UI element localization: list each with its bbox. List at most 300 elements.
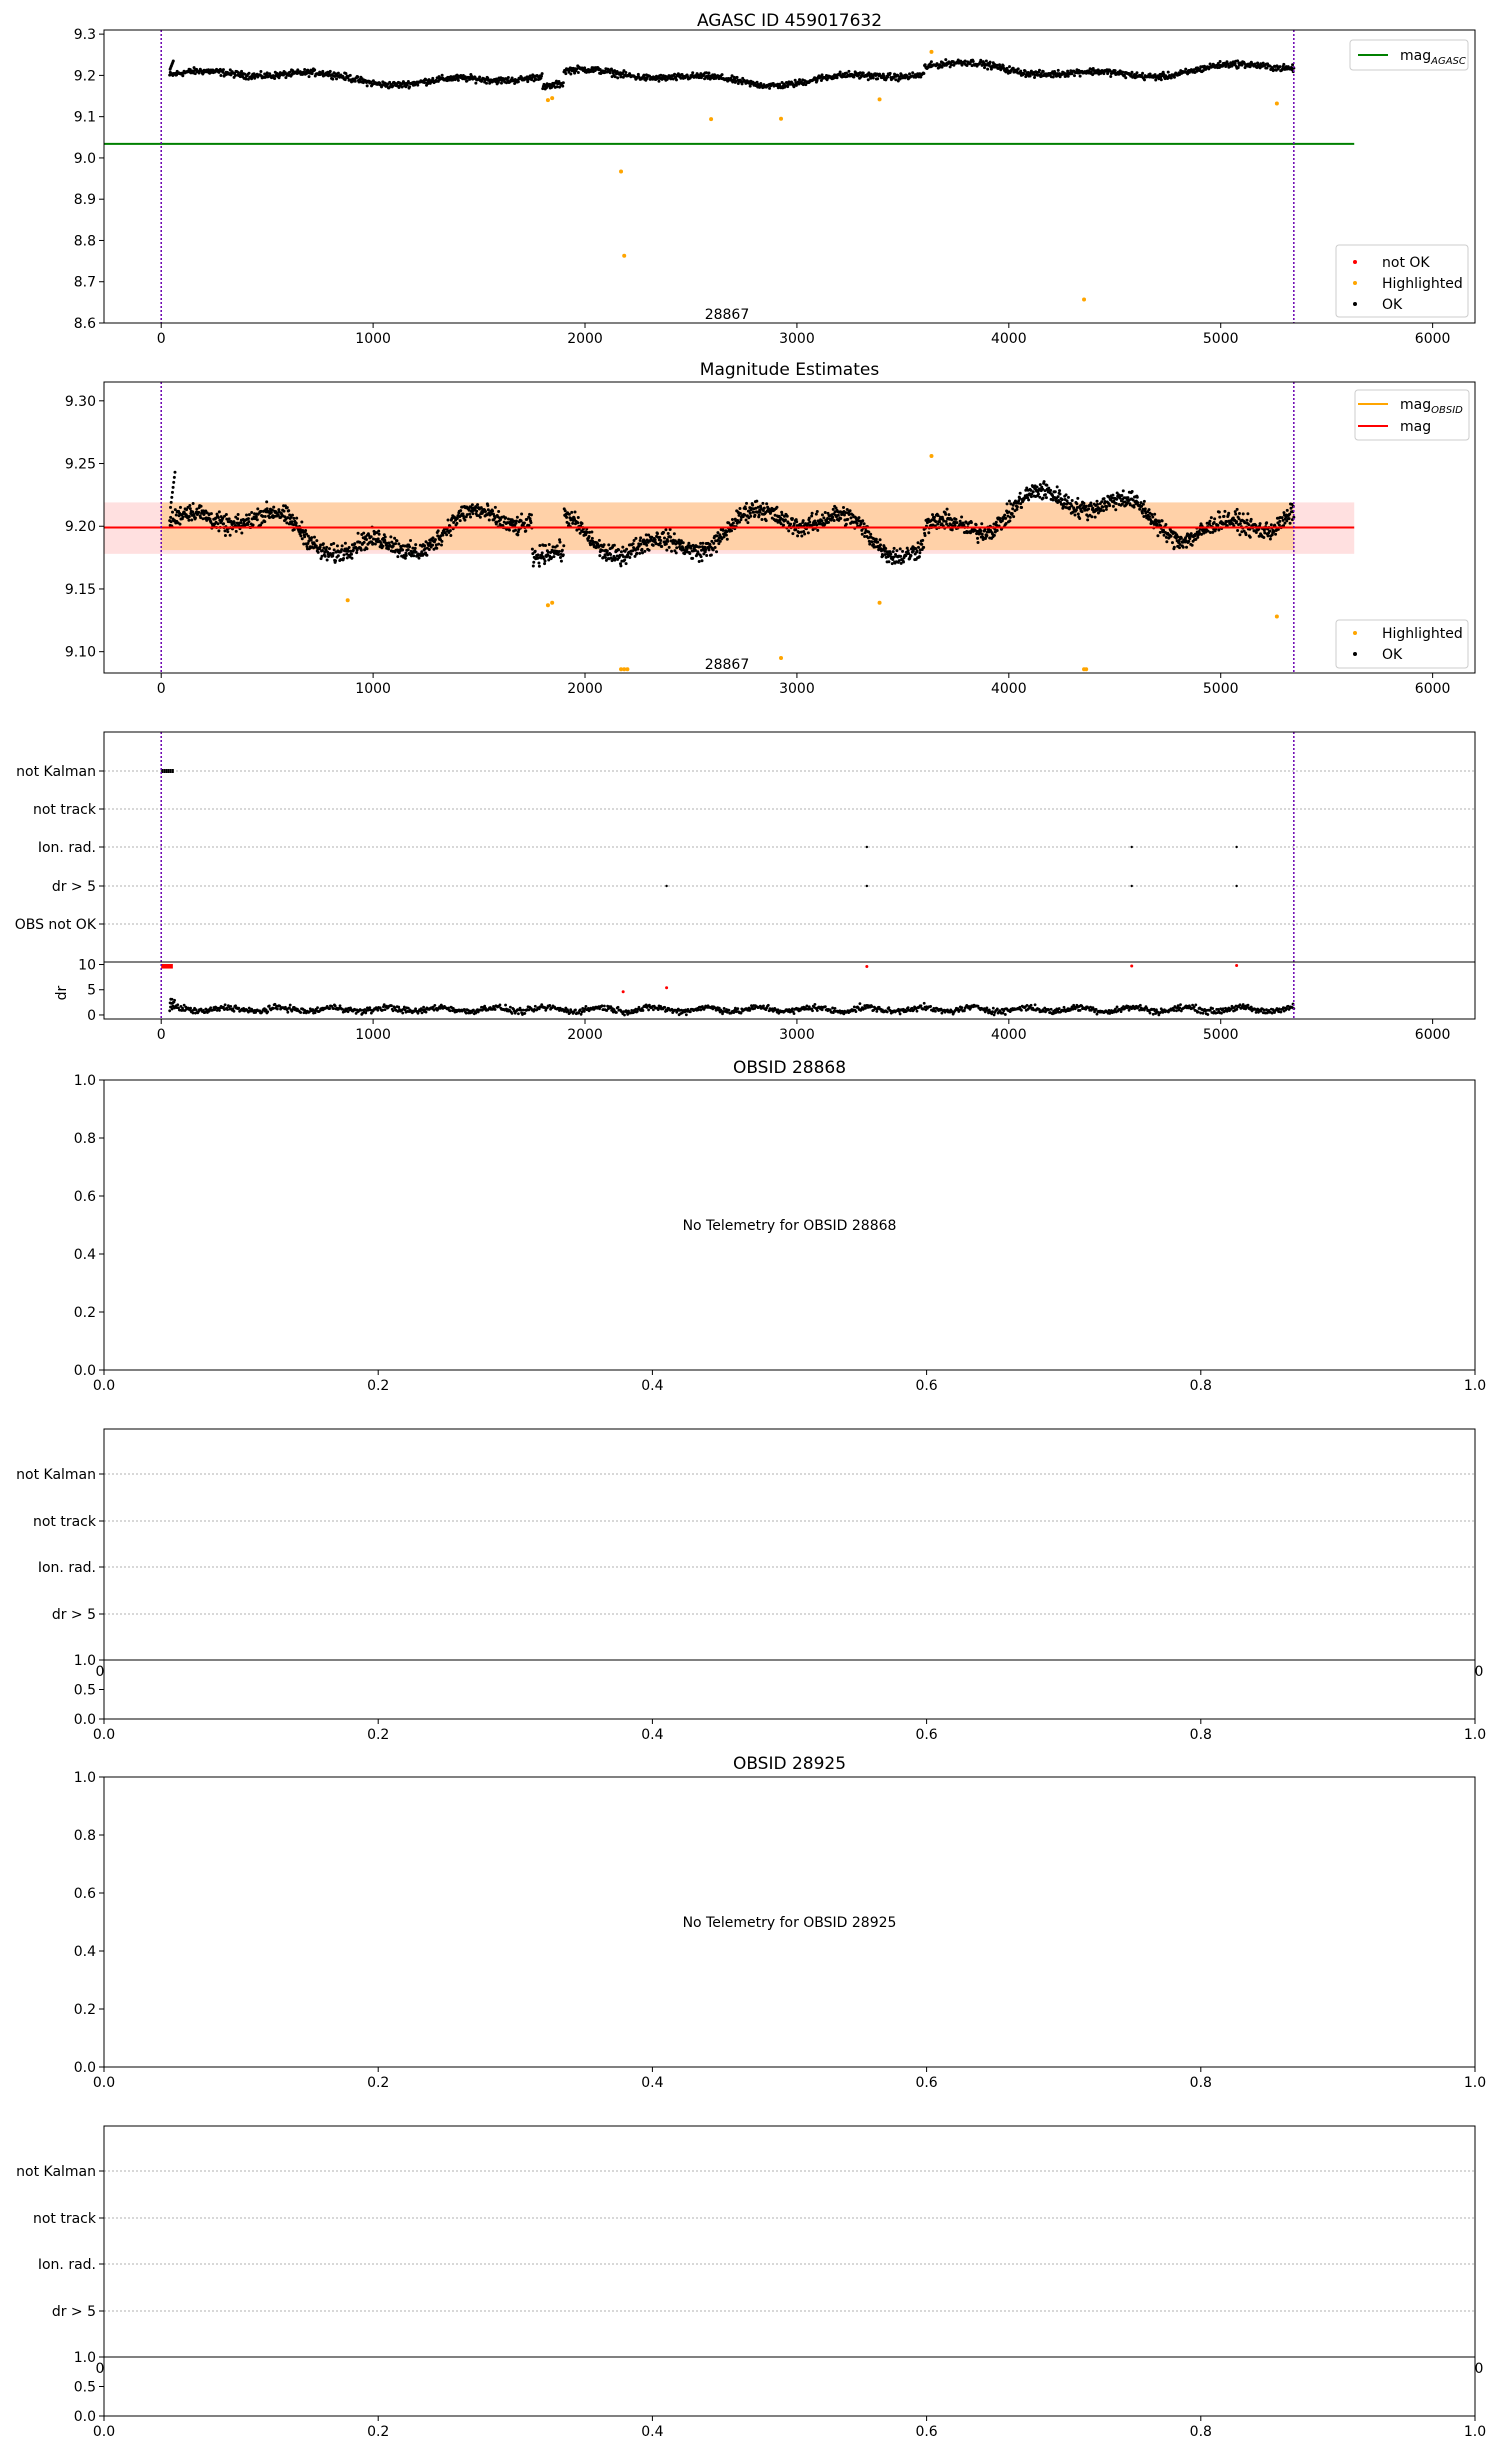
ok-point [954,524,957,527]
ok-point [1058,489,1061,492]
ok-point [938,520,941,523]
obsid-label: 28867 [704,657,750,674]
dr-ok-point [499,1004,502,1007]
highlighted-point [1275,615,1279,619]
ok-point [617,548,620,551]
ok-point [393,537,396,540]
ok-point [416,84,419,87]
ok-point [960,516,963,519]
ok-point [565,516,568,519]
ok-point [469,515,472,518]
y-tick-label: 9.1 [73,109,96,126]
ok-point [902,561,905,564]
ok-point [715,550,718,553]
ok-point [789,523,792,526]
ok-point [1148,515,1151,518]
dr-ok-point [617,1006,620,1009]
ok-point [520,512,523,515]
ok-point [1223,510,1226,513]
ok-point [1112,505,1115,508]
dr-ok-point [209,1006,212,1009]
ok-point [1282,63,1285,66]
dr-ok-point [403,1006,406,1009]
ok-point [1171,541,1174,544]
ok-point [517,80,520,83]
highlighted-point [619,170,623,174]
ok-point [1115,502,1118,505]
ok-point [1027,498,1030,501]
dr-ok-point [534,1005,537,1008]
flag-point [1131,846,1133,848]
ok-point [463,519,466,522]
ok-point [514,529,517,532]
ok-point [876,541,879,544]
ok-point [569,72,572,75]
ok-point [1136,496,1139,499]
ok-point [313,68,316,71]
ok-point [1148,508,1151,511]
ok-point [1082,502,1085,505]
dr-ok-point [647,1009,650,1012]
ok-point [744,507,747,510]
ok-point [985,534,988,537]
ok-point [1042,70,1045,73]
ok-point [1151,516,1154,519]
flag-point [172,769,174,773]
ok-point [335,77,338,80]
ok-point [497,510,500,513]
x-tick-label: 2000 [567,681,603,697]
dr-ok-point [268,1004,271,1007]
ok-point [975,523,978,526]
ok-point [1032,490,1035,493]
ok-point [264,515,267,518]
dr-ok-point [286,1011,289,1014]
ok-point [613,544,616,547]
ok-point [170,501,173,504]
ok-point [934,520,937,523]
ok-point [607,543,610,546]
ok-point [775,506,778,509]
ok-point [574,510,577,513]
ok-point [434,538,437,541]
ok-point [632,542,635,545]
ok-point [226,530,229,533]
ok-point [1101,506,1104,509]
ok-point [564,72,567,75]
ok-point [273,77,276,80]
ok-point [638,552,641,555]
ok-point [800,534,803,537]
panel-title: Magnitude Estimates [699,360,880,380]
ok-point [1096,503,1099,506]
ok-point [1077,512,1080,515]
ok-point [1238,533,1241,536]
flag-point [1131,885,1133,887]
ok-point [665,542,668,545]
ok-point [1262,536,1265,539]
ok-point [1045,496,1048,499]
ok-point [407,548,410,551]
ok-point [1081,510,1084,513]
ok-point [197,511,200,514]
ok-point [219,74,222,77]
ok-point [332,542,335,545]
ok-point [846,518,849,521]
ok-point [1218,516,1221,519]
panel-title: AGASC ID 459017632 [696,11,883,31]
ok-point [329,70,332,73]
ok-point [1057,69,1060,72]
ok-point [1242,512,1245,515]
ok-point [1187,540,1190,543]
ok-point [246,523,249,526]
ok-point [1249,536,1252,539]
ok-point [675,546,678,549]
dr-ok-point [334,1004,337,1007]
ok-point [970,521,973,524]
ok-point [581,522,584,525]
dr-ok-point [189,1007,192,1010]
ok-point [494,506,497,509]
ok-point [725,534,728,537]
ok-point [635,552,638,555]
ok-point [408,545,411,548]
ok-point [515,519,518,522]
ok-point [1056,485,1059,488]
ok-point [1259,522,1262,525]
ok-point [659,539,662,542]
ok-point [365,547,368,550]
ok-point [1289,522,1292,525]
ok-point [658,536,661,539]
ok-point [484,510,487,513]
ok-point [1120,494,1123,497]
ok-point [700,555,703,558]
ok-point [1288,513,1291,516]
ok-point [921,539,924,542]
ok-point [536,553,539,556]
x-tick-label: 4000 [990,331,1027,347]
ok-point [1227,512,1230,515]
ok-point [476,503,479,506]
ok-point [1008,500,1011,503]
ok-point [831,516,834,519]
ok-point [250,511,253,514]
x-tick-label: 5000 [1202,681,1239,697]
ok-point [976,537,979,540]
ok-point [1011,507,1014,510]
ok-point [248,72,251,75]
ok-point [920,543,923,546]
dr-ok-point [519,1009,522,1012]
ok-point [845,523,848,526]
ok-point [366,84,369,87]
ok-point [660,545,663,548]
ok-point [758,514,761,517]
ok-point [236,517,239,520]
ok-point [691,71,694,74]
ok-point [712,542,715,545]
dr-ok-point [397,1006,400,1009]
ok-point [749,512,752,515]
ok-point [1281,516,1284,519]
ok-point [803,532,806,535]
ok-point [1016,505,1019,508]
ok-point [981,533,984,536]
ok-point [996,529,999,532]
ok-point [1122,489,1125,492]
ok-point [313,536,316,539]
ok-point [886,75,889,78]
ok-point [1044,493,1047,496]
ok-point [791,532,794,535]
ok-point [1114,69,1117,72]
ok-point [1008,519,1011,522]
ok-point [645,544,648,547]
ok-point [350,553,353,556]
flag-point [866,885,868,887]
ok-point [1042,497,1045,500]
ok-point [876,77,879,80]
ok-point [950,518,953,521]
ok-point [1038,69,1041,72]
dr-ok-point [381,1009,384,1012]
ok-point [310,536,313,539]
ok-point [708,543,711,546]
ok-point [863,522,866,525]
ok-point [1269,537,1272,540]
ok-point [218,510,221,513]
ok-point [722,529,725,532]
ok-point [1278,520,1281,523]
ok-point [365,538,368,541]
ok-point [889,72,892,75]
ok-point [1240,64,1243,67]
highlighted-point [878,97,882,101]
ok-point [1143,78,1146,81]
ok-point [746,521,749,524]
ok-point [181,74,184,77]
ok-point [731,518,734,521]
dr-ok-point [360,1009,363,1012]
ok-point [907,549,910,552]
ok-point [562,544,565,547]
ok-point [924,63,927,66]
y-tick-label: 8.6 [73,316,96,332]
ok-point [342,557,345,560]
ok-point [556,544,559,547]
ok-point [587,539,590,542]
ok-point [698,560,701,563]
ok-point [712,548,715,551]
dr-ok-point [171,1008,174,1011]
ok-point [544,559,547,562]
ok-point [405,554,408,557]
ok-point [397,542,400,545]
ok-point [1182,546,1185,549]
ok-point [705,554,708,557]
ok-point [879,543,882,546]
ok-point [471,512,474,515]
ok-point [1059,493,1062,496]
dr-ok-point [195,1008,198,1011]
ok-point [609,71,612,74]
y-tick-label: 8.9 [73,192,96,209]
ok-point [1124,76,1127,79]
ok-point [474,82,477,85]
ok-point [441,534,444,537]
dr-ok-points [168,998,1295,1017]
ok-point [377,537,380,540]
ok-point [749,515,752,518]
dr-ok-point [517,1012,520,1015]
dr-ok-point [421,1011,424,1014]
ok-point [171,491,174,494]
ok-point [839,517,842,520]
ok-point [899,547,902,550]
ok-point [862,71,865,74]
ok-point [691,557,694,560]
ok-point [362,532,365,535]
dr-ok-point [504,1004,507,1007]
y-tick-label: 9.25 [64,456,96,473]
ok-point [976,541,979,544]
ok-point [516,533,519,536]
ok-point [322,542,325,545]
ok-point [634,537,637,540]
y-tick-label: 9.30 [64,393,96,410]
dr-ok-point [603,1005,606,1008]
ok-point [780,511,783,514]
dr-ok-point [623,1014,626,1017]
x-tick-label: 3000 [779,681,815,697]
ok-point [504,516,507,519]
ok-point [820,519,823,522]
legend-label: OK [1382,297,1403,313]
ok-point [837,514,840,517]
ok-point [794,528,797,531]
dr-ok-point [192,1012,195,1015]
ok-point [1239,522,1242,525]
highlighted-point [346,598,350,602]
ok-point [479,516,482,519]
ok-point [507,76,510,79]
ok-point [409,539,412,542]
ok-point [619,564,622,567]
ok-point [625,562,628,565]
ok-point [791,517,794,520]
ok-point [1130,71,1133,74]
ok-point [755,500,758,503]
ok-point [824,511,827,514]
ok-point [283,510,286,513]
x-tick-label: 2000 [567,331,603,347]
panel-agasc-magnitude [74,11,1475,347]
ok-point [871,540,874,543]
ok-point [363,541,366,544]
ok-point [247,517,250,520]
ok-point [265,500,268,503]
ok-point [1144,507,1147,510]
ok-point [175,514,178,517]
ok-point [210,512,213,515]
ok-point [1274,533,1277,536]
ok-point [1043,480,1046,483]
ok-point [538,565,541,568]
ok-point [687,542,690,545]
ok-point [738,507,741,510]
ok-point [1155,523,1158,526]
ok-point [1165,540,1168,543]
ok-point [570,511,573,514]
flag-point [165,769,167,773]
y-tick-label: 8.8 [73,233,96,250]
ok-point [701,559,704,562]
ok-point [437,529,440,532]
ok-point [1006,502,1009,505]
ok-point [609,553,612,556]
ok-point [350,557,353,560]
ok-point [1136,501,1139,504]
ok-point [457,79,460,82]
ok-point [315,539,318,542]
ok-point [449,534,452,537]
ok-point [315,545,318,548]
x-tick-label: 1000 [355,331,391,347]
ok-point [1111,494,1114,497]
ok-point [745,502,748,505]
ok-point [954,518,957,521]
ok-point [325,546,328,549]
ok-point [945,520,948,523]
ok-point [286,506,289,509]
ok-point [571,522,574,525]
ok-point [1019,492,1022,495]
ok-point [832,508,835,511]
ok-point [1191,544,1194,547]
ok-point [922,546,925,549]
ok-point [794,79,797,82]
ok-point [927,531,930,534]
dr-ok-point [422,1006,425,1009]
ok-point [662,531,665,534]
ok-point [1218,511,1221,514]
ok-point [850,516,853,519]
ok-point [493,516,496,519]
ok-point [344,72,347,75]
ok-point [751,504,754,507]
ok-point [591,537,594,540]
ok-point [603,543,606,546]
ok-point [1238,512,1241,515]
ok-point [414,547,417,550]
dr-ok-point [663,1006,666,1009]
panel-magnitude-estimates [65,360,1475,697]
dr-ok-point [289,1004,292,1007]
ok-point [1178,546,1181,549]
highlighted-point [550,96,554,100]
dr-ok-point [168,1009,171,1012]
ok-point [290,520,293,523]
dr-ok-point [465,1012,468,1015]
x-tick-label: 0 [156,681,166,697]
x-tick-label: 5000 [1202,331,1239,347]
ok-point [344,542,347,545]
dr-ok-point [574,1008,577,1011]
ok-point [795,520,798,523]
legend-swatch-dot [1353,260,1357,264]
